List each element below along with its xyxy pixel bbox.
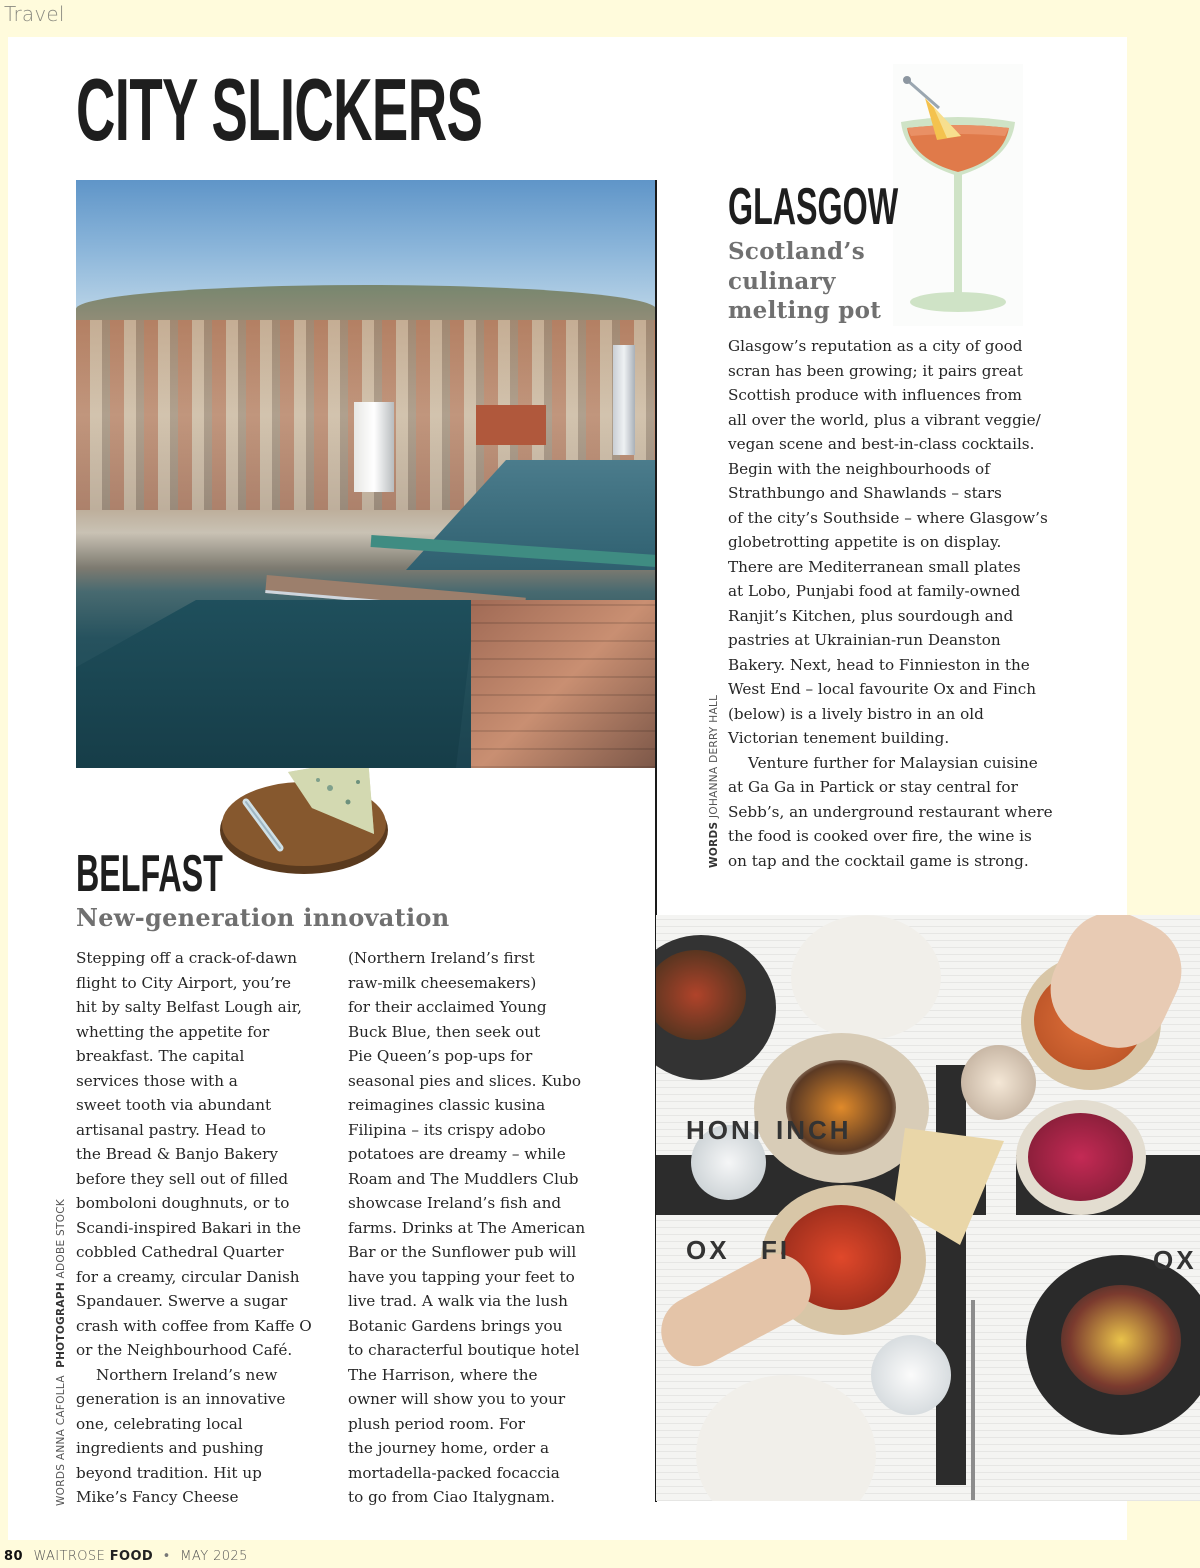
- body-line: scran has been growing; it pairs great: [728, 361, 1023, 380]
- body-line: cobbled Cathedral Quarter: [76, 1243, 284, 1261]
- ox-and-finch-food-photo: [656, 915, 1200, 1501]
- photo-logo-text: FI: [761, 1235, 791, 1265]
- body-line: Spandauer. Swerve a sugar: [76, 1292, 288, 1310]
- body-line: all over the world, plus a vibrant veggie/: [728, 410, 1041, 429]
- body-line: Roam and The Muddlers Club: [348, 1169, 579, 1188]
- glasgow-deck-line: melting pot: [728, 297, 882, 324]
- body-line: (Northern Ireland’s first: [348, 949, 535, 967]
- body-line: Scottish produce with influences from: [728, 386, 1022, 404]
- credit-name: ADOBE STOCK: [55, 1198, 67, 1279]
- brand-light: WAITROSE: [33, 1549, 106, 1564]
- body-line: mortadella-packed focaccia: [348, 1463, 560, 1482]
- body-line: plush period room. For: [348, 1414, 525, 1433]
- photo-logo-text: OX: [686, 1235, 730, 1265]
- body-line: the Bread & Banjo Bakery: [76, 1145, 278, 1163]
- body-line: of the city’s Southside – where Glasgow’s: [728, 508, 1048, 527]
- photo-fork: [971, 1300, 975, 1500]
- page-number: 80: [4, 1549, 23, 1564]
- body-line: Scandi-inspired Bakari in the: [76, 1218, 302, 1237]
- brand-bold: FOOD: [109, 1549, 154, 1564]
- page-footer: [4, 1549, 248, 1564]
- body-line: for their acclaimed Young: [348, 998, 547, 1016]
- cheese-board-illustration: [218, 768, 388, 880]
- credit-name: JOHANNA DERRY HALL: [708, 694, 720, 818]
- body-line: the journey home, order a: [348, 1439, 549, 1457]
- body-line: services those with a: [76, 1071, 238, 1090]
- glasgow-deck: [728, 237, 898, 326]
- body-line: (below) is a lively bistro in an old: [728, 704, 984, 723]
- photo-black-mat: [936, 1065, 966, 1485]
- body-line: sweet tooth via abundant: [76, 1096, 272, 1114]
- body-line: to characterful boutique hotel: [348, 1341, 580, 1359]
- body-line: at Ga Ga in Partick or stay central for: [728, 778, 1018, 796]
- body-line: Glasgow’s reputation as a city of good: [728, 337, 1023, 355]
- photo-logo-text: INCH: [776, 1115, 852, 1145]
- belfast-heading: BELFAST: [76, 845, 223, 903]
- body-line: to go from Ciao Italygnam.: [348, 1488, 555, 1506]
- body-line: farms. Drinks at The American: [348, 1218, 586, 1237]
- body-line: Strathbungo and Shawlands – stars: [728, 484, 1002, 502]
- body-line: before they sell out of filled: [76, 1169, 289, 1188]
- issue-date: MAY 2025: [180, 1549, 248, 1564]
- body-line: or the Neighbourhood Café.: [76, 1341, 293, 1359]
- body-line: have you tapping your feet to: [348, 1267, 575, 1286]
- glasgow-body-text: [728, 334, 1053, 873]
- credit-role: WORDS: [708, 821, 720, 868]
- body-line: showcase Ireland’s fish and: [348, 1194, 562, 1212]
- body-line: Botanic Gardens brings you: [348, 1316, 563, 1335]
- body-line: raw-milk cheesemakers): [348, 973, 537, 992]
- credit-role: WORDS: [55, 1463, 67, 1506]
- body-line: Stepping off a crack-of-dawn: [76, 949, 298, 967]
- body-line: ingredients and pushing: [76, 1439, 264, 1457]
- page-title: CITY SLICKERS: [76, 60, 483, 159]
- cocktail-illustration: [893, 64, 1023, 326]
- body-line: West End – local favourite Ox and Finch: [728, 680, 1037, 698]
- body-line: pastries at Ukrainian-run Deanston: [728, 631, 1001, 649]
- glasgow-deck-line: Scotland’s: [728, 238, 865, 265]
- body-line: Venture further for Malaysian cuisine: [748, 753, 1038, 772]
- body-line: owner will show you to your: [348, 1390, 566, 1408]
- body-line: potatoes are dreamy – while: [348, 1145, 566, 1163]
- body-line: one, celebrating local: [76, 1414, 243, 1433]
- body-line: generation is an innovative: [76, 1390, 286, 1408]
- body-line: vegan scene and best-in-class cocktails.: [728, 435, 1035, 453]
- body-line: globetrotting appetite is on display.: [728, 533, 1002, 551]
- body-line: Pie Queen’s pop-ups for: [348, 1047, 533, 1065]
- belfast-deck: New-generation innovation: [76, 903, 450, 932]
- belfast-body-column-2: [348, 946, 585, 1510]
- body-line: Buck Blue, then seek out: [348, 1022, 541, 1041]
- section-label: Travel: [4, 2, 65, 26]
- photo-office-block: [354, 402, 394, 492]
- body-line: hit by salty Belfast Lough air,: [76, 998, 302, 1016]
- body-line: artisanal pastry. Head to: [76, 1120, 266, 1139]
- body-line: reimagines classic kusina: [348, 1096, 546, 1114]
- body-line: live trad. A walk via the lush: [348, 1292, 568, 1310]
- glasgow-deck-line: culinary: [728, 267, 836, 295]
- body-line: bomboloni doughnuts, or to: [76, 1194, 290, 1212]
- body-line: Sebb’s, an underground restaurant where: [728, 802, 1053, 821]
- body-line: Victorian tenement building.: [728, 729, 950, 747]
- body-line: at Lobo, Punjabi food at family-owned: [728, 582, 1021, 600]
- glasgow-credit: [708, 695, 720, 868]
- photo-hills: [76, 285, 656, 325]
- body-line: whetting the appetite for: [76, 1022, 270, 1041]
- body-line: Bakery. Next, head to Finnieston in the: [728, 655, 1030, 674]
- body-line: the food is cooked over fire, the wine is: [728, 827, 1032, 845]
- photo-plate-white: [791, 915, 941, 1040]
- body-line: for a creamy, circular Danish: [76, 1267, 300, 1286]
- body-line: seasonal pies and slices. Kubo: [348, 1071, 581, 1090]
- credit-name: ANNA CAFOLLA: [55, 1375, 67, 1461]
- photo-wine-glass: [961, 1045, 1036, 1120]
- body-line: There are Mediterranean small plates: [728, 557, 1021, 576]
- body-line: The Harrison, where the: [348, 1365, 538, 1384]
- body-line: beyond tradition. Hit up: [76, 1463, 262, 1482]
- glasgow-heading: GLASGOW: [728, 178, 899, 236]
- photo-brick-building: [476, 405, 546, 445]
- photo-beetroot-dish: [1028, 1113, 1133, 1201]
- body-line: on tap and the cocktail game is strong.: [728, 851, 1029, 870]
- photo-water-glass: [871, 1335, 951, 1415]
- photo-logo-text: OX: [1153, 1245, 1197, 1275]
- body-line: Begin with the neighbourhoods of: [728, 459, 990, 478]
- body-line: Bar or the Sunflower pub will: [348, 1243, 577, 1261]
- belfast-aerial-photo: [76, 180, 656, 768]
- photo-steak-dish: [1061, 1285, 1181, 1395]
- body-line: Filipina – its crispy adobo: [348, 1120, 546, 1139]
- photo-red-buildings: [471, 600, 656, 768]
- photo-tower: [613, 345, 635, 455]
- belfast-credit: [55, 1199, 67, 1506]
- footer-separator: •: [162, 1549, 171, 1564]
- credit-role: PHOTOGRAPH: [55, 1282, 67, 1368]
- photo-logo-text: HONI: [686, 1115, 763, 1145]
- body-line: Northern Ireland’s new: [96, 1365, 278, 1384]
- body-line: Ranjit’s Kitchen, plus sourdough and: [728, 606, 1014, 625]
- belfast-body-column-1: [76, 946, 312, 1510]
- body-line: breakfast. The capital: [76, 1047, 245, 1065]
- body-line: crash with coffee from Kaffe O: [76, 1316, 312, 1335]
- photo-water: [76, 600, 476, 768]
- publication-name: [33, 1549, 153, 1564]
- body-line: flight to City Airport, you’re: [76, 973, 292, 992]
- body-line: Mike’s Fancy Cheese: [76, 1488, 239, 1506]
